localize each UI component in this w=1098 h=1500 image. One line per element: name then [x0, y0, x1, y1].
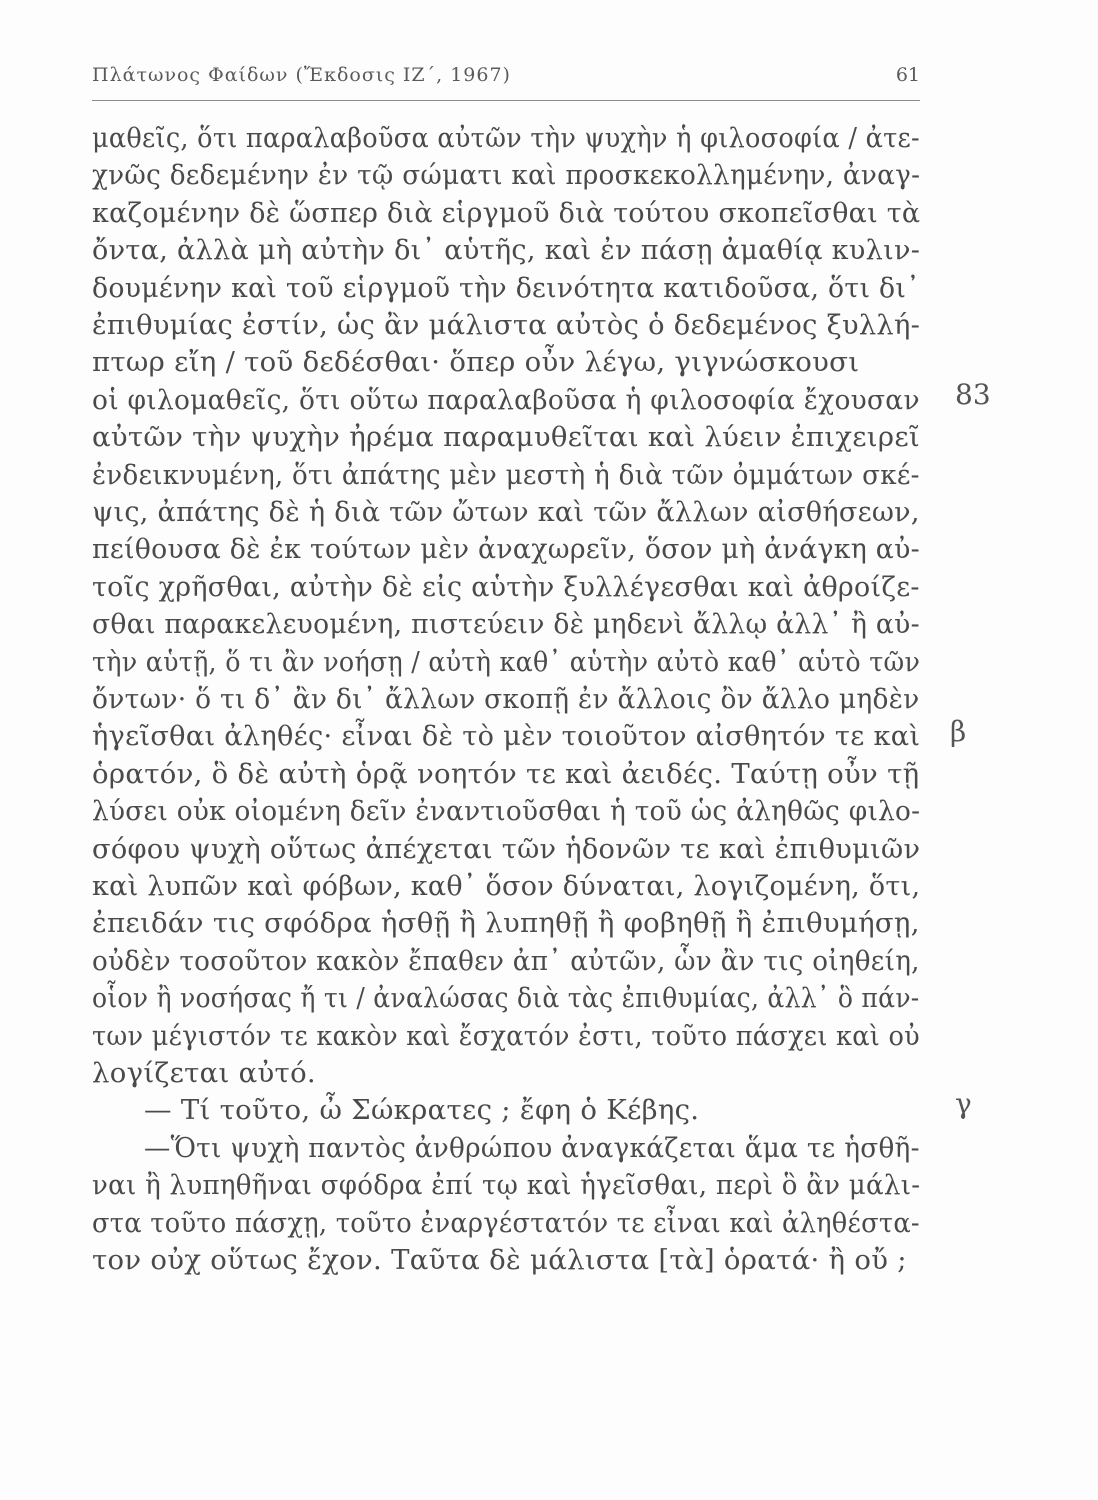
- text-line: οὐδὲν τοσοῦτον κακὸν ἔπαθεν ἀπ᾿ αὐτῶν, ὧν ἂν τις οἰηθείη,: [92, 944, 920, 977]
- margin-note-gamma: γ: [955, 1087, 972, 1120]
- text-line: δουμένην καὶ τοῦ εἱργμοῦ τὴν δεινότητα κατιδοῦσα, ὅτι δι᾿: [92, 271, 920, 304]
- text-line: ναι ἢ λυπηθῆναι σφόδρα ἐπί τῳ καὶ ἡγεῖσθαι, περὶ ὃ ἂν μάλι-: [92, 1169, 921, 1202]
- margin-note-83: 83: [955, 378, 991, 411]
- header-title: Πλάτωνος Φαίδων (Ἔκδοσις ΙΖ΄, 1967): [92, 64, 511, 86]
- text-line: ὄντα, ἀλλὰ μὴ αὐτὴν δι᾿ αὑτῆς, καὶ ἐν πάσῃ ἀμαθίᾳ κυλιν-: [92, 234, 921, 267]
- text-line: ἡγεῖσθαι ἀληθές· εἶναι δὲ τὸ μὲν τοιοῦτον αἰσθητόν τε καὶ: [92, 720, 921, 753]
- text-line: στα τοῦτο πάσχῃ, τοῦτο ἐναργέστατόν τε εἶναι καὶ ἀληθέστα-: [92, 1206, 920, 1239]
- text-line: μαθεῖς, ὅτι παραλαβοῦσα αὐτῶν τὴν ψυχὴν ἡ φιλοσοφία / ἀτε-: [92, 122, 920, 154]
- text-line: — Τί τοῦτο, ὦ Σώκρατες ; ἔφη ὁ Κέβης.: [144, 1094, 700, 1127]
- page-number: 61: [895, 64, 920, 86]
- text-line: —Ὅτι ψυχὴ παντὸς ἀνθρώπου ἀναγκάζεται ἅμα τε ἡσθῆ-: [144, 1131, 920, 1164]
- text-line: τοῖς χρῆσθαι, αὐτὴν δὲ εἰς αὑτὴν ξυλλέγεσθαι καὶ ἀθροίζε-: [92, 570, 920, 603]
- text-line: ὁρατόν, ὃ δὲ αὐτὴ ὁρᾷ νοητόν τε καὶ ἀειδές. Ταύτῃ οὖν τῇ: [92, 757, 920, 790]
- text-line: λογίζεται αὐτό.: [92, 1057, 316, 1089]
- text-line: ψις, ἀπάτης δὲ ἡ διὰ τῶν ὤτων καὶ τῶν ἄλλων αἰσθήσεων,: [92, 496, 920, 528]
- text-line: ἐνδεικνυμένη, ὅτι ἀπάτης μὲν μεστὴ ἡ διὰ τῶν ὀμμάτων σκέ-: [92, 458, 920, 491]
- text-line: καζομένην δὲ ὥσπερ διὰ εἱργμοῦ διὰ τούτου σκοπεῖσθαι τὰ: [92, 196, 921, 229]
- text-line: οἷον ἢ νοσήσας ἤ τι / ἀναλώσας διὰ τὰς ἐπιθυμίας, ἀλλ᾿ ὃ πάν-: [92, 982, 920, 1015]
- text-line: ἐπειδάν τις σφόδρα ἡσθῇ ἢ λυπηθῇ ἢ φοβηθῇ ἢ ἐπιθυμήσῃ,: [92, 907, 920, 940]
- text-line: λύσει οὐκ οἰομένη δεῖν ἐναντιοῦσθαι ἡ τοῦ ὡς ἀληθῶς φιλο-: [92, 795, 921, 828]
- text-line: τὴν αὑτῇ, ὅ τι ἂν νοήσῃ / αὐτὴ καθ᾿ αὑτὴν αὐτὸ καθ᾿ αὑτὸ τῶν: [92, 645, 921, 678]
- text-line: χνῶς δεδεμένην ἐν τῷ σώματι καὶ προσκεκολλημένην, ἀναγ-: [92, 159, 921, 192]
- text-line: ὄντων· ὅ τι δ᾿ ἂν δι᾿ ἄλλων σκοπῇ ἐν ἄλλοις ὂν ἄλλο μηδὲν: [92, 683, 920, 715]
- text-line: σθαι παρακελευομένη, πιστεύειν δὲ μηδενὶ ἄλλῳ ἀλλ᾿ ἢ αὐ-: [92, 608, 920, 641]
- text-line: πείθουσα δὲ ἐκ τούτων μὲν ἀναχωρεῖν, ὅσον μὴ ἀνάγκη αὐ-: [92, 533, 920, 566]
- text-line: τον οὐχ οὕτως ἔχον. Ταῦτα δὲ μάλιστα [τὰ] ὁρατά· ἢ οὔ ;: [92, 1244, 907, 1276]
- margin-note-beta: β: [950, 715, 967, 748]
- text-line: αὐτῶν τὴν ψυχὴν ἠρέμα παραμυθεῖται καὶ λύειν ἐπιχειρεῖ: [92, 421, 920, 454]
- running-header: [92, 60, 920, 101]
- text-line: ἐπιθυμίας ἐστίν, ὡς ἂν μάλιστα αὐτὸς ὁ δεδεμένος ξυλλή-: [92, 309, 921, 341]
- text-line: οἱ φιλομαθεῖς, ὅτι οὕτω παραλαβοῦσα ἡ φιλοσοφία ἔχουσαν: [92, 383, 920, 416]
- text-line: πτωρ εἴη / τοῦ δεδέσθαι· ὅπερ οὖν λέγω, γιγνώσκουσι: [92, 346, 860, 379]
- text-line: σόφου ψυχὴ οὕτως ἀπέχεται τῶν ἡδονῶν τε καὶ ἐπιθυμιῶν: [92, 832, 921, 865]
- text-line: καὶ λυπῶν καὶ φόβων, καθ᾿ ὅσον δύναται, λογιζομένη, ὅτι,: [92, 870, 921, 902]
- text-line: των μέγιστόν τε κακὸν καὶ ἔσχατόν ἐστι, τοῦτο πάσχει καὶ οὐ: [92, 1019, 920, 1052]
